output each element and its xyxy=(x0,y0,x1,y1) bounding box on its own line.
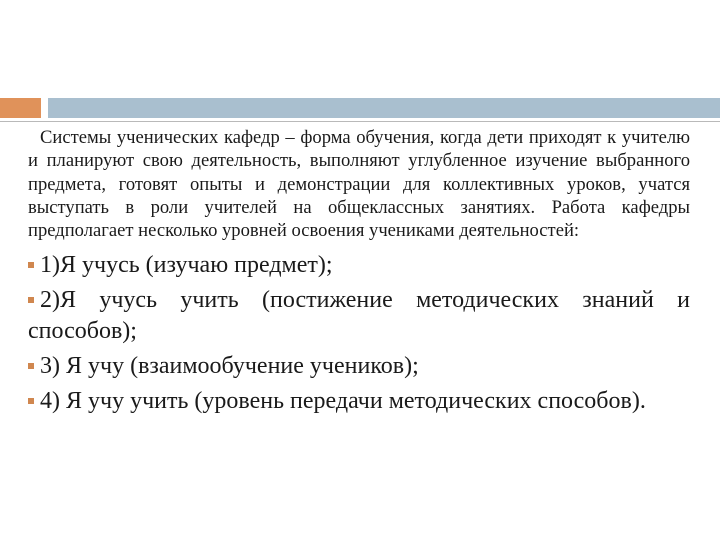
level-4-text: 4) Я учу учить (уровень передачи методических способов). xyxy=(40,388,646,415)
level-2-text: 2)Я учусь учить (постижение методических знаний и способов); xyxy=(28,287,690,345)
list-item-level-3 xyxy=(28,351,690,382)
slide-body xyxy=(28,126,690,417)
header-divider-line xyxy=(0,121,720,122)
level-1-text: 1)Я учусь (изучаю предмет); xyxy=(40,252,333,279)
header-accent-block xyxy=(0,98,41,118)
list-item-level-4 xyxy=(28,386,690,417)
header-bar xyxy=(48,98,720,118)
levels-list xyxy=(28,250,690,417)
list-item-level-1 xyxy=(28,250,690,281)
square-bullet-icon xyxy=(28,297,34,303)
square-bullet-icon xyxy=(28,262,34,268)
intro-paragraph: Системы ученических кафедр – форма обучения, когда дети приходят к учителю и планируют свою деятельность, выполняют углубленное изучение выбранного предмета, готовят опыты и демонстрации для коллективных уроков, учатся выступать в роли учителей на общеклассных занятиях. Работа кафедры предполагает несколько уровней освоения учениками деятельностей: xyxy=(28,127,690,242)
square-bullet-icon xyxy=(28,363,34,369)
header-rule xyxy=(0,98,720,118)
level-3-text: 3) Я учу (взаимообучение учеников); xyxy=(40,353,419,380)
list-item-level-2 xyxy=(28,285,690,347)
square-bullet-icon xyxy=(28,398,34,404)
